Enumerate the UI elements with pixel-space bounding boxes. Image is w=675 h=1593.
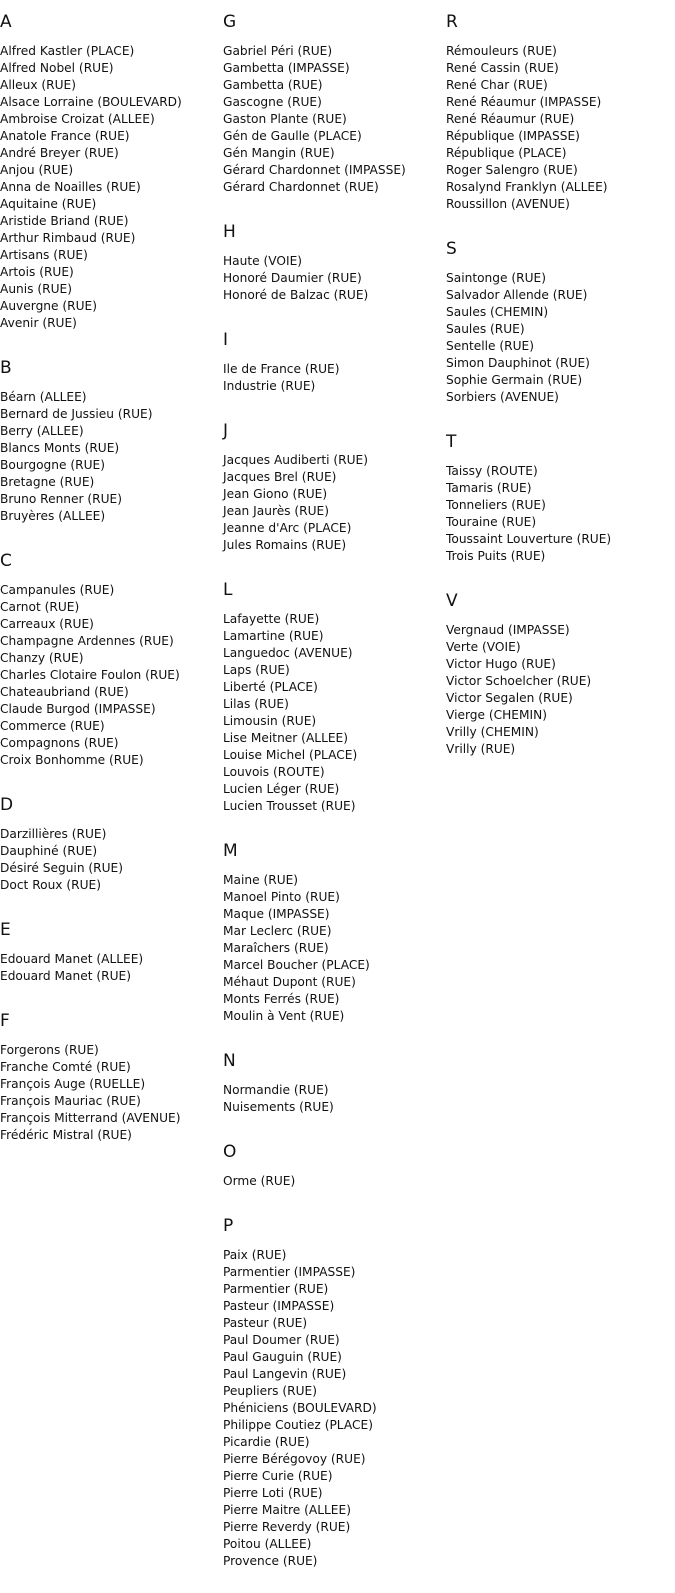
street-list-item[interactable]: Normandie (RUE) xyxy=(223,1083,329,1097)
street-list-item[interactable]: Gaston Plante (RUE) xyxy=(223,112,347,126)
street-list-item[interactable]: Alsace Lorraine (BOULEVARD) xyxy=(0,95,182,109)
letter-section-o xyxy=(223,1139,443,1190)
street-list-item[interactable]: Honoré de Balzac (RUE) xyxy=(223,288,369,302)
street-column-3 xyxy=(446,9,675,781)
street-list-item[interactable]: Bourgogne (RUE) xyxy=(0,458,105,472)
street-list xyxy=(446,43,675,213)
letter-section-l xyxy=(223,577,443,815)
street-list-item[interactable]: Aquitaine (RUE) xyxy=(0,197,97,211)
street-list-item[interactable]: Tonneliers (RUE) xyxy=(446,498,546,512)
street-list-item[interactable]: François Mauriac (RUE) xyxy=(0,1094,141,1108)
street-list-item[interactable]: Saintonge (RUE) xyxy=(446,271,546,285)
street-list-item[interactable]: Darzillières (RUE) xyxy=(0,827,107,841)
street-list-item[interactable]: Nuisements (RUE) xyxy=(223,1100,334,1114)
street-list xyxy=(223,611,443,815)
section-letter-heading: G xyxy=(223,12,237,32)
street-list-item[interactable]: Bruno Renner (RUE) xyxy=(0,492,122,506)
street-list-item[interactable]: Toussaint Louverture (RUE) xyxy=(446,532,612,546)
street-list-item[interactable]: Lucien Trousset (RUE) xyxy=(223,799,356,813)
section-letter-heading: P xyxy=(223,1216,234,1236)
street-list-item[interactable]: Verte (VOIE) xyxy=(446,640,521,654)
street-list-item[interactable]: Alleux (RUE) xyxy=(0,78,77,92)
street-list-item[interactable]: Alfred Kastler (PLACE) xyxy=(0,44,135,58)
street-list-item[interactable]: Croix Bonhomme (RUE) xyxy=(0,753,144,767)
section-letter-heading: V xyxy=(446,591,458,611)
section-letter-heading: H xyxy=(223,222,236,242)
street-list-item[interactable]: François Mitterrand (AVENUE) xyxy=(0,1111,181,1125)
street-list-item[interactable]: Aristide Briand (RUE) xyxy=(0,214,129,228)
street-list-item[interactable]: Haute (VOIE) xyxy=(223,254,303,268)
letter-section-b xyxy=(0,355,220,525)
street-list-item[interactable]: Honoré Daumier (RUE) xyxy=(223,271,362,285)
street-list-item[interactable]: Gambetta (IMPASSE) xyxy=(223,61,350,75)
letter-section-i xyxy=(223,327,443,395)
street-list xyxy=(223,253,443,304)
street-list-item[interactable]: Anatole France (RUE) xyxy=(0,129,130,143)
street-list-item[interactable]: Peupliers (RUE) xyxy=(223,1384,317,1398)
letter-section-c xyxy=(0,548,220,769)
street-list xyxy=(223,1173,443,1190)
street-list-item[interactable]: Alfred Nobel (RUE) xyxy=(0,61,114,75)
street-list-item[interactable]: Béarn (ALLEE) xyxy=(0,390,87,404)
street-list-item[interactable]: Vergnaud (IMPASSE) xyxy=(446,623,570,637)
letter-section-f xyxy=(0,1008,220,1144)
street-list-item[interactable]: Forgerons (RUE) xyxy=(0,1043,99,1057)
street-list xyxy=(0,826,220,894)
section-letter-heading: A xyxy=(0,12,12,32)
street-list-item[interactable]: Rosalynd Franklyn (ALLEE) xyxy=(446,180,608,194)
street-list-item[interactable]: Philippe Coutiez (PLACE) xyxy=(223,1418,373,1432)
street-list-item[interactable]: Bernard de Jussieu (RUE) xyxy=(0,407,153,421)
street-list xyxy=(223,872,443,1025)
street-list-item[interactable]: Touraine (RUE) xyxy=(446,515,537,529)
street-list-item[interactable]: André Breyer (RUE) xyxy=(0,146,119,160)
street-column-1 xyxy=(0,9,220,1167)
street-list-item[interactable]: Pierre Reverdy (RUE) xyxy=(223,1520,351,1534)
street-list-item[interactable]: Roussillon (AVENUE) xyxy=(446,197,570,211)
street-list-item[interactable]: Maine (RUE) xyxy=(223,873,299,887)
street-list-item[interactable]: Industrie (RUE) xyxy=(223,379,316,393)
street-list xyxy=(0,582,220,769)
street-list-item[interactable]: Campanules (RUE) xyxy=(0,583,115,597)
street-list-item[interactable]: Lafayette (RUE) xyxy=(223,612,320,626)
street-list-item[interactable]: Edouard Manet (RUE) xyxy=(0,969,131,983)
street-list-item[interactable]: Laps (RUE) xyxy=(223,663,290,677)
street-list-item[interactable]: Arthur Rimbaud (RUE) xyxy=(0,231,136,245)
street-list-item[interactable]: René Char (RUE) xyxy=(446,78,548,92)
street-list-item[interactable]: Orme (RUE) xyxy=(223,1174,296,1188)
street-list-item[interactable]: Charles Clotaire Foulon (RUE) xyxy=(0,668,180,682)
street-list-item[interactable]: René Réaumur (RUE) xyxy=(446,112,575,126)
street-list-item[interactable]: Avenir (RUE) xyxy=(0,316,77,330)
street-list-item[interactable]: Phéniciens (BOULEVARD) xyxy=(223,1401,377,1415)
street-list xyxy=(223,1082,443,1116)
letter-section-a xyxy=(0,9,220,332)
letter-section-s xyxy=(446,236,675,406)
street-list-item[interactable]: Pasteur (RUE) xyxy=(223,1316,308,1330)
street-list-item[interactable]: Frédéric Mistral (RUE) xyxy=(0,1128,132,1142)
street-list-item[interactable]: Paul Langevin (RUE) xyxy=(223,1367,347,1381)
section-letter-heading: R xyxy=(446,12,458,32)
street-list-item[interactable]: Pasteur (IMPASSE) xyxy=(223,1299,335,1313)
street-list-item[interactable]: Carreaux (RUE) xyxy=(0,617,94,631)
section-letter-heading: F xyxy=(0,1011,10,1031)
street-list-item[interactable]: Parmentier (RUE) xyxy=(223,1282,329,1296)
street-list-item[interactable]: Bretagne (RUE) xyxy=(0,475,95,489)
street-list-item[interactable]: Provence (RUE) xyxy=(223,1554,318,1568)
street-list xyxy=(446,463,675,565)
letter-section-d xyxy=(0,792,220,894)
street-list-item[interactable]: Marcel Boucher (PLACE) xyxy=(223,958,370,972)
letter-section-n xyxy=(223,1048,443,1116)
section-letter-heading: S xyxy=(446,239,457,259)
street-list-item[interactable]: Chateaubriand (RUE) xyxy=(0,685,129,699)
street-list-item[interactable]: Jean Giono (RUE) xyxy=(223,487,328,501)
street-list-item[interactable]: Languedoc (AVENUE) xyxy=(223,646,353,660)
street-list-item[interactable]: Dauphiné (RUE) xyxy=(0,844,98,858)
street-list xyxy=(223,1247,443,1570)
street-list-item[interactable]: Gén de Gaulle (PLACE) xyxy=(223,129,362,143)
letter-section-p xyxy=(223,1213,443,1570)
street-list-item[interactable]: François Auge (RUELLE) xyxy=(0,1077,146,1091)
street-list-item[interactable]: Sophie Germain (RUE) xyxy=(446,373,583,387)
street-list-item[interactable]: Artisans (RUE) xyxy=(0,248,88,262)
street-list-item[interactable]: Jules Romains (RUE) xyxy=(223,538,347,552)
street-list-item[interactable]: Anna de Noailles (RUE) xyxy=(0,180,141,194)
letter-section-g xyxy=(223,9,443,196)
street-list-item[interactable]: Compagnons (RUE) xyxy=(0,736,119,750)
street-list-item[interactable]: Victor Schoelcher (RUE) xyxy=(446,674,592,688)
street-list-item[interactable]: Ambroise Croizat (ALLEE) xyxy=(0,112,155,126)
street-list-item[interactable]: Victor Segalen (RUE) xyxy=(446,691,573,705)
street-list xyxy=(446,622,675,758)
street-list-item[interactable]: Bruyères (ALLEE) xyxy=(0,509,106,523)
street-list-item[interactable]: Trois Puits (RUE) xyxy=(446,549,546,563)
street-list-item[interactable]: Claude Burgod (IMPASSE) xyxy=(0,702,156,716)
street-list-item[interactable]: Rémouleurs (RUE) xyxy=(446,44,557,58)
section-letter-heading: B xyxy=(0,358,12,378)
street-list-item[interactable]: Berry (ALLEE) xyxy=(0,424,84,438)
street-list-item[interactable]: Maque (IMPASSE) xyxy=(223,907,330,921)
street-list-item[interactable]: Taissy (ROUTE) xyxy=(446,464,538,478)
street-list-item[interactable]: Manoel Pinto (RUE) xyxy=(223,890,340,904)
street-list-item[interactable]: Commerce (RUE) xyxy=(0,719,105,733)
street-list-item[interactable]: René Réaumur (IMPASSE) xyxy=(446,95,602,109)
street-list-item[interactable]: Liberté (PLACE) xyxy=(223,680,318,694)
street-list xyxy=(223,452,443,554)
street-list-item[interactable]: Jacques Audiberti (RUE) xyxy=(223,453,369,467)
street-list xyxy=(223,361,443,395)
street-list-item[interactable]: Vierge (CHEMIN) xyxy=(446,708,547,722)
street-list-item[interactable]: Gérard Chardonnet (IMPASSE) xyxy=(223,163,406,177)
street-list-item[interactable]: Vrilly (CHEMIN) xyxy=(446,725,539,739)
section-letter-heading: D xyxy=(0,795,14,815)
street-list-item[interactable]: Jean Jaurès (RUE) xyxy=(223,504,330,518)
street-list-item[interactable]: Louvois (ROUTE) xyxy=(223,765,325,779)
street-list-item[interactable]: Lilas (RUE) xyxy=(223,697,289,711)
street-list xyxy=(0,389,220,525)
street-list-item[interactable]: Saules (RUE) xyxy=(446,322,525,336)
street-list-item[interactable]: Paix (RUE) xyxy=(223,1248,287,1262)
street-list-item[interactable]: Sentelle (RUE) xyxy=(446,339,534,353)
street-list-item[interactable]: Tamaris (RUE) xyxy=(446,481,532,495)
street-list-item[interactable]: Paul Gauguin (RUE) xyxy=(223,1350,342,1364)
street-list xyxy=(0,1042,220,1144)
street-column-2 xyxy=(223,9,443,1593)
letter-section-m xyxy=(223,838,443,1025)
street-list xyxy=(0,951,220,985)
street-list-item[interactable]: Salvador Allende (RUE) xyxy=(446,288,588,302)
section-letter-heading: T xyxy=(446,432,457,452)
street-list-item[interactable]: Monts Ferrés (RUE) xyxy=(223,992,340,1006)
street-list-item[interactable]: Champagne Ardennes (RUE) xyxy=(0,634,174,648)
street-list-item[interactable]: Aunis (RUE) xyxy=(0,282,72,296)
street-list-item[interactable]: Lise Meitner (ALLEE) xyxy=(223,731,349,745)
street-list-item[interactable]: Pierre Bérégovoy (RUE) xyxy=(223,1452,366,1466)
section-letter-heading: J xyxy=(223,421,229,441)
section-letter-heading: M xyxy=(223,841,238,861)
section-letter-heading: I xyxy=(223,330,229,350)
street-list-item[interactable]: Lamartine (RUE) xyxy=(223,629,324,643)
letter-section-t xyxy=(446,429,675,565)
section-letter-heading: L xyxy=(223,580,233,600)
street-list-item[interactable]: Lucien Léger (RUE) xyxy=(223,782,340,796)
street-list-item[interactable]: Picardie (RUE) xyxy=(223,1435,310,1449)
street-list-item[interactable]: Gabriel Péri (RUE) xyxy=(223,44,333,58)
street-list-item[interactable]: Ile de France (RUE) xyxy=(223,362,340,376)
street-list-item[interactable]: République (IMPASSE) xyxy=(446,129,580,143)
letter-section-v xyxy=(446,588,675,758)
street-list-item[interactable]: Franche Comté (RUE) xyxy=(0,1060,131,1074)
street-list-item[interactable]: Pierre Curie (RUE) xyxy=(223,1469,333,1483)
street-list-item[interactable]: Victor Hugo (RUE) xyxy=(446,657,556,671)
street-list-item[interactable]: Limousin (RUE) xyxy=(223,714,317,728)
letter-section-r xyxy=(446,9,675,213)
street-list-item[interactable]: Louise Michel (PLACE) xyxy=(223,748,358,762)
street-list xyxy=(0,43,220,332)
street-list-item[interactable]: Sorbiers (AVENUE) xyxy=(446,390,559,404)
street-list-item[interactable]: Poitou (ALLEE) xyxy=(223,1537,312,1551)
street-list-item[interactable]: Anjou (RUE) xyxy=(0,163,74,177)
street-list-item[interactable]: Blancs Monts (RUE) xyxy=(0,441,120,455)
street-list-item[interactable]: Chanzy (RUE) xyxy=(0,651,84,665)
street-list-item[interactable]: Artois (RUE) xyxy=(0,265,74,279)
street-list-item[interactable]: Doct Roux (RUE) xyxy=(0,878,101,892)
letter-section-h xyxy=(223,219,443,304)
street-list-item[interactable]: Roger Salengro (RUE) xyxy=(446,163,578,177)
street-list-item[interactable]: Maraîchers (RUE) xyxy=(223,941,329,955)
street-list-item[interactable]: René Cassin (RUE) xyxy=(446,61,559,75)
street-list-item[interactable]: Gambetta (RUE) xyxy=(223,78,323,92)
street-list-item[interactable]: Carnot (RUE) xyxy=(0,600,80,614)
section-letter-heading: E xyxy=(0,920,11,940)
street-list-item[interactable]: Auvergne (RUE) xyxy=(0,299,97,313)
letter-section-e xyxy=(0,917,220,985)
street-list-item[interactable]: Pierre Loti (RUE) xyxy=(223,1486,323,1500)
street-list xyxy=(223,43,443,196)
street-list-item[interactable]: Désiré Seguin (RUE) xyxy=(0,861,124,875)
street-list-item[interactable]: République (PLACE) xyxy=(446,146,567,160)
section-letter-heading: N xyxy=(223,1051,236,1071)
street-list-item[interactable]: Mar Leclerc (RUE) xyxy=(223,924,332,938)
street-list-item[interactable]: Simon Dauphinot (RUE) xyxy=(446,356,590,370)
street-list xyxy=(446,270,675,406)
street-list-item[interactable]: Méhaut Dupont (RUE) xyxy=(223,975,356,989)
street-list-item[interactable]: Vrilly (RUE) xyxy=(446,742,516,756)
street-list-item[interactable]: Paul Doumer (RUE) xyxy=(223,1333,340,1347)
street-list-item[interactable]: Gérard Chardonnet (RUE) xyxy=(223,180,379,194)
section-letter-heading: O xyxy=(223,1142,237,1162)
street-list-item[interactable]: Parmentier (IMPASSE) xyxy=(223,1265,356,1279)
section-letter-heading: C xyxy=(0,551,12,571)
street-list-item[interactable]: Edouard Manet (ALLEE) xyxy=(0,952,144,966)
street-list-item[interactable]: Gascogne (RUE) xyxy=(223,95,322,109)
street-list-item[interactable]: Jeanne d'Arc (PLACE) xyxy=(223,521,352,535)
street-list-item[interactable]: Moulin à Vent (RUE) xyxy=(223,1009,345,1023)
street-list-item[interactable]: Pierre Maitre (ALLEE) xyxy=(223,1503,351,1517)
street-list-item[interactable]: Saules (CHEMIN) xyxy=(446,305,549,319)
street-list-item[interactable]: Jacques Brel (RUE) xyxy=(223,470,337,484)
letter-section-j xyxy=(223,418,443,554)
street-list-item[interactable]: Gén Mangin (RUE) xyxy=(223,146,335,160)
